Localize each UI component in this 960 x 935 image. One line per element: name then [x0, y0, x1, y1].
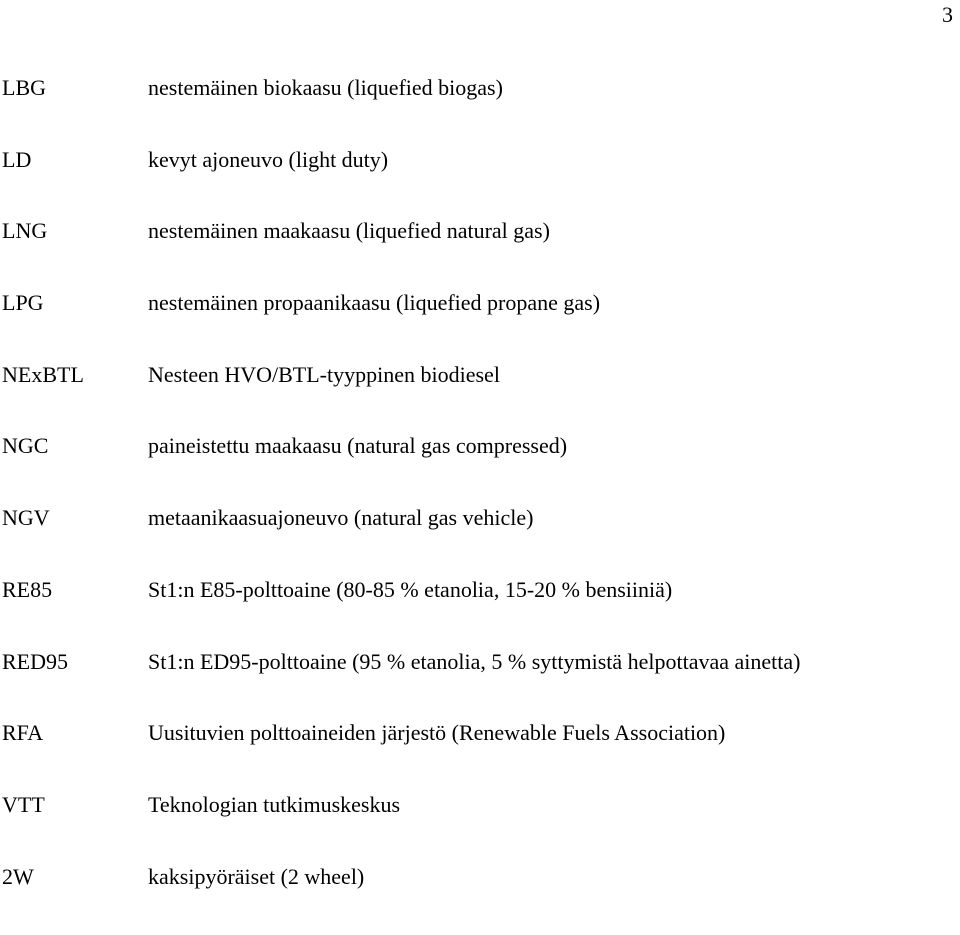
abbreviation-term: RFA	[2, 720, 44, 746]
abbreviation-definition: St1:n ED95-polttoaine (95 % etanolia, 5 % syttymistä helpottavaa ainetta)	[148, 648, 801, 674]
abbreviation-definition: paineistettu maakaasu (natural gas compressed)	[148, 433, 568, 459]
page-number: 3	[942, 2, 953, 27]
glossary-row-lbg	[0, 75, 960, 147]
abbreviation-definition: kaksipyöräiset (2 wheel)	[148, 863, 365, 889]
abbreviation-list	[0, 75, 960, 935]
abbreviation-term: NGC	[2, 433, 49, 459]
abbreviation-definition: St1:n E85-polttoaine (80-85 % etanolia, 15-20 % bensiiniä)	[148, 576, 673, 602]
abbreviation-term: NExBTL	[2, 361, 84, 387]
abbreviation-term: LNG	[2, 218, 48, 244]
abbreviation-term: RE85	[2, 576, 53, 602]
abbreviation-term: RED95	[2, 648, 68, 674]
abbreviation-definition: metaanikaasuajoneuvo (natural gas vehicle)	[148, 505, 534, 531]
abbreviation-definition: Teknologian tutkimuskeskus	[148, 791, 401, 817]
abbreviation-definition: Uusituvien polttoaineiden järjestö (Renewable Fuels Association)	[148, 720, 726, 746]
glossary-row-lng	[0, 218, 960, 290]
glossary-row-re85	[0, 577, 960, 649]
abbreviation-term: NGV	[2, 505, 50, 531]
abbreviation-definition: nestemäinen biokaasu (liquefied biogas)	[148, 75, 503, 100]
glossary-row-ld	[0, 147, 960, 219]
abbreviation-term: LBG	[2, 75, 46, 100]
abbreviation-term: LPG	[2, 290, 44, 316]
glossary-row-2w	[0, 864, 960, 935]
abbreviation-definition: kevyt ajoneuvo (light duty)	[148, 146, 389, 172]
abbreviation-definition: nestemäinen propaanikaasu (liquefied propane gas)	[148, 290, 601, 316]
glossary-row-red95	[0, 649, 960, 721]
abbreviation-definition: Nesteen HVO/BTL-tyyppinen biodiesel	[148, 361, 500, 387]
glossary-row-ngv	[0, 505, 960, 577]
glossary-row-rfa	[0, 720, 960, 792]
abbreviation-definition: nestemäinen maakaasu (liquefied natural gas)	[148, 218, 550, 244]
abbreviation-term: 2W	[2, 863, 34, 889]
glossary-row-vtt	[0, 792, 960, 864]
glossary-row-lpg	[0, 290, 960, 362]
glossary-row-ngc	[0, 433, 960, 505]
glossary-row-nexbtl	[0, 362, 960, 434]
abbreviation-term: VTT	[2, 791, 45, 817]
abbreviation-term: LD	[2, 146, 32, 172]
